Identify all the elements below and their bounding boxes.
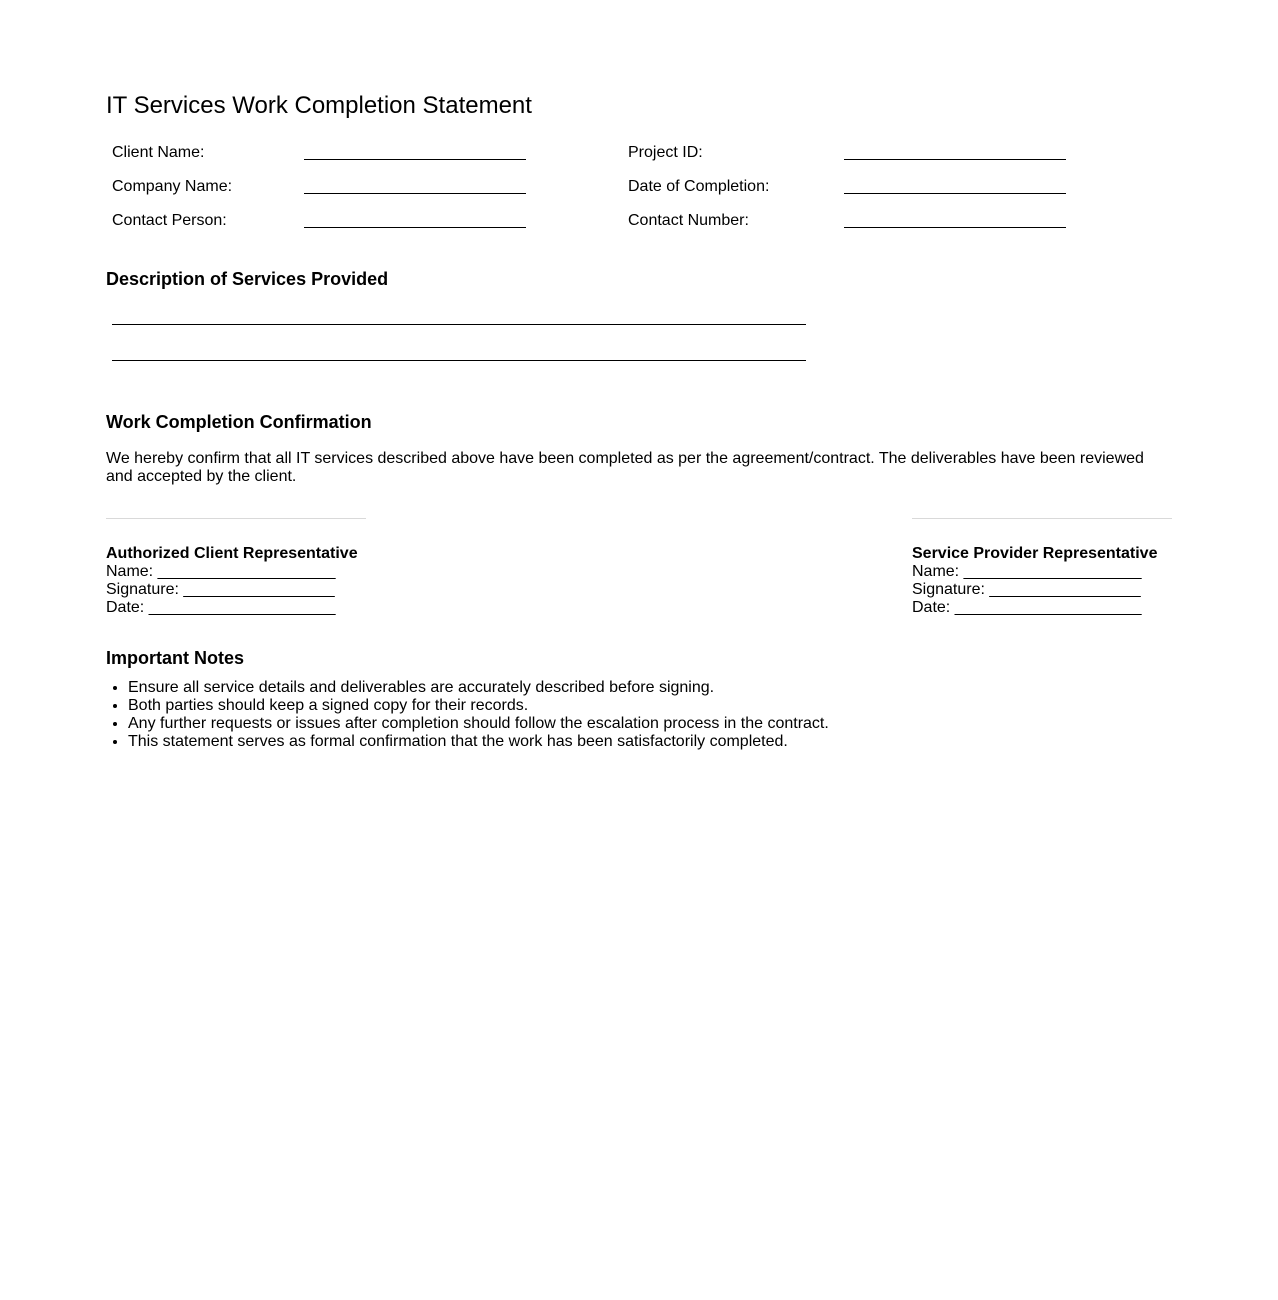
project-id-field[interactable] [844,145,1066,160]
client-name-label: Client Name: [112,144,205,161]
description-heading: Description of Services Provided [106,269,389,289]
signature-divider [912,518,1172,519]
company-name-label: Company Name: [112,178,233,195]
notes-list [106,679,829,751]
list-item: • Any further requests or issues after completion should follow the escalation process in the contract. [128,715,829,733]
info-row [106,204,1068,238]
info-row [106,136,1068,170]
list-item: • Ensure all service details and deliverables are accurately described before signing. [128,679,829,697]
client-signature-block [106,518,366,617]
provider-representative-title: Service Provider Representative [912,545,1158,562]
description-line[interactable] [112,360,806,361]
client-info-table [106,136,1068,238]
confirmation-heading: Work Completion Confirmation [106,412,372,432]
client-date-line[interactable]: Date: _____________________ [106,599,336,616]
provider-signature-block [912,518,1172,617]
client-signature-line[interactable]: Signature: _________________ [106,581,335,598]
info-row [106,170,1068,204]
description-line[interactable] [112,324,806,325]
provider-date-line[interactable]: Date: _____________________ [912,599,1142,616]
company-name-field[interactable] [304,179,526,194]
contact-person-field[interactable] [304,213,526,228]
list-item: • This statement serves as formal confirmation that the work has been satisfactorily completed. [128,733,829,751]
notes-heading: Important Notes [106,648,245,668]
provider-name-line[interactable]: Name: ____________________ [912,563,1142,580]
signature-divider [106,518,366,519]
document-title: IT Services Work Completion Statement [106,92,532,119]
contact-person-label: Contact Person: [112,212,227,229]
provider-signature-line[interactable]: Signature: _________________ [912,581,1141,598]
client-representative-title: Authorized Client Representative [106,545,358,562]
date-of-completion-field[interactable] [844,179,1066,194]
list-item: • Both parties should keep a signed copy for their records. [128,697,829,715]
contact-number-label: Contact Number: [628,212,749,229]
client-name-line[interactable]: Name: ____________________ [106,563,336,580]
client-name-field[interactable] [304,145,526,160]
confirmation-text: We hereby confirm that all IT services described above have been completed as per the agreement/contract. The deliverables have been reviewed and accepted by the client. [106,450,1144,485]
contact-number-field[interactable] [844,213,1066,228]
project-id-label: Project ID: [628,144,703,161]
date-of-completion-label: Date of Completion: [628,178,770,195]
